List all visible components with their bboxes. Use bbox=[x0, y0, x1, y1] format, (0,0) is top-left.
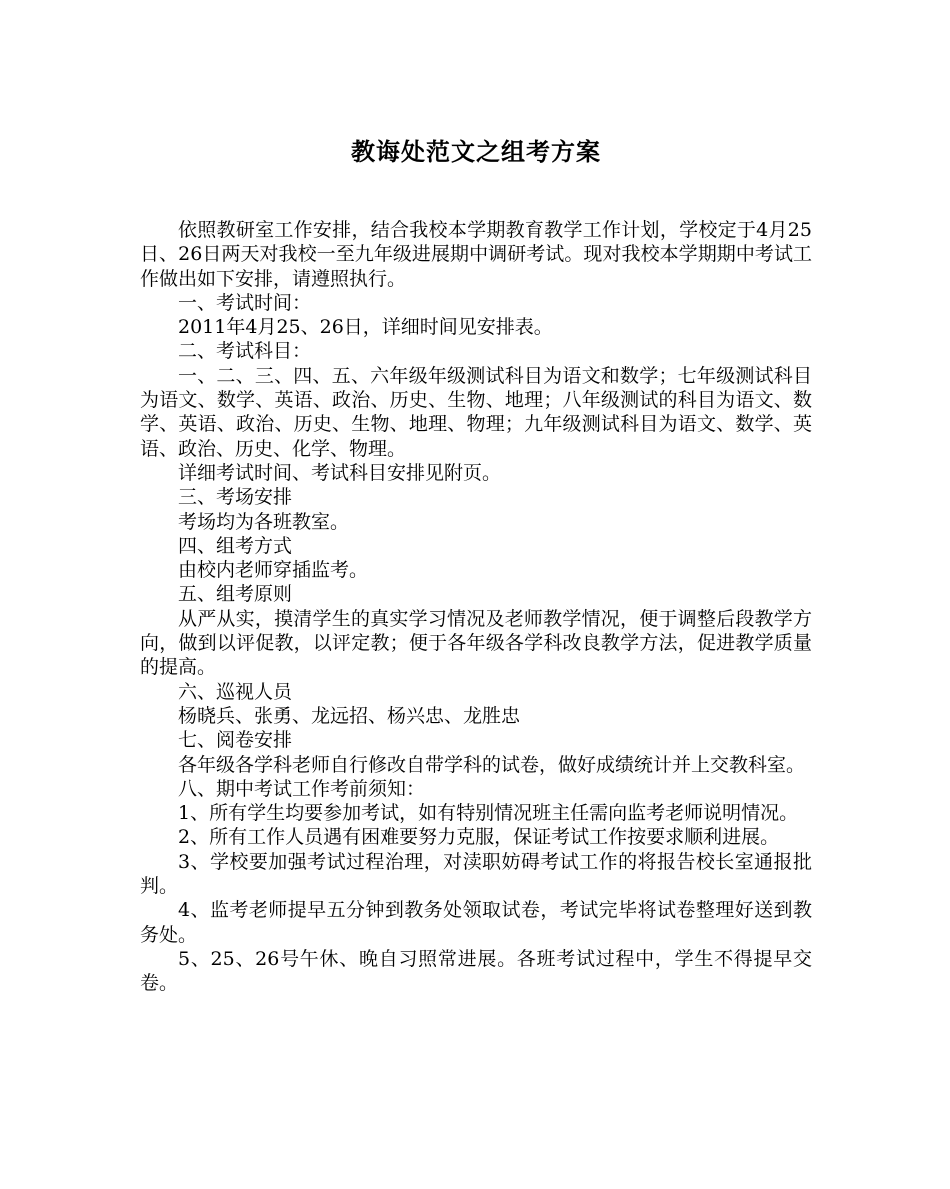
exam-rooms-text: 考场均为各班教室。 bbox=[178, 510, 350, 533]
section-heading-exam-time: 一、考试时间： bbox=[178, 291, 312, 314]
section-heading-exam-rooms: 三、考场安排 bbox=[178, 486, 293, 509]
section-heading-grading: 七、阅卷安排 bbox=[178, 729, 293, 752]
note-item-4: 4、监考老师提早五分钟到教务处领取试卷，考试完毕将试卷整理好送到教务处。 bbox=[140, 899, 812, 946]
note-item-2: 2、所有工作人员遇有困难要努力克服，保证考试工作按要求顺利进展。 bbox=[178, 826, 780, 849]
document-body bbox=[140, 218, 812, 996]
section-heading-exam-subjects: 二、考试科目： bbox=[178, 340, 312, 363]
document-title: 教诲处范文之组考方案 bbox=[351, 137, 601, 166]
section-heading-inspectors: 六、巡视人员 bbox=[178, 680, 293, 703]
intro-paragraph: 依照教研室工作安排，结合我校本学期教育教学工作计划，学校定于4月25日、26日两天对我校一至九年级进展期中调研考试。现对我校本学期期中考试工作做出如下安排，请遵照执行。 bbox=[140, 219, 812, 290]
section-heading-proctoring-method: 四、组考方式 bbox=[178, 534, 293, 557]
section-heading-notes: 八、期中考试工作考前须知： bbox=[178, 777, 426, 800]
principles-text: 从严从实，摸清学生的真实学习情况及老师教学情况，便于调整后段教学方向，做到以评促教，以评定教；便于各年级各学科改良教学方法，促进教学质量的提高。 bbox=[140, 607, 812, 679]
inspectors-text: 杨晓兵、张勇、龙远招、杨兴忠、龙胜忠 bbox=[178, 704, 521, 727]
proctoring-method-text: 由校内老师穿插监考。 bbox=[178, 559, 369, 582]
exam-time-text: 2011年4月25、26日，详细时间见安排表。 bbox=[178, 316, 553, 339]
grading-text: 各年级各学科老师自行修改自带学科的试卷，做好成绩统计并上交教科室。 bbox=[178, 753, 806, 776]
note-item-3: 3、学校要加强考试过程治理，对渎职妨碍考试工作的将报告校长室通报批判。 bbox=[140, 850, 812, 898]
note-item-5: 5、25、26号午休、晚自习照常进展。各班考试过程中，学生不得提早交卷。 bbox=[140, 947, 812, 995]
note-item-1: 1、所有学生均要参加考试，如有特别情况班主任需向监考老师说明情况。 bbox=[178, 802, 799, 825]
document-page bbox=[140, 130, 812, 996]
section-heading-principles: 五、组考原则 bbox=[178, 583, 293, 606]
exam-subjects-text: 一、二、三、四、五、六年级年级测试科目为语文和数学；七年级测试科目为语文、数学、英语、政治、历史、生物、地理；八年级测试的科目为语文、数学、英语、政治、历史、生物、地理、物理；九年级测试科目为语文、数学、英语、政治、历史、化学、物理。 bbox=[140, 364, 812, 460]
exam-schedule-note: 详细考试时间、考试科目安排见附页。 bbox=[178, 461, 502, 484]
